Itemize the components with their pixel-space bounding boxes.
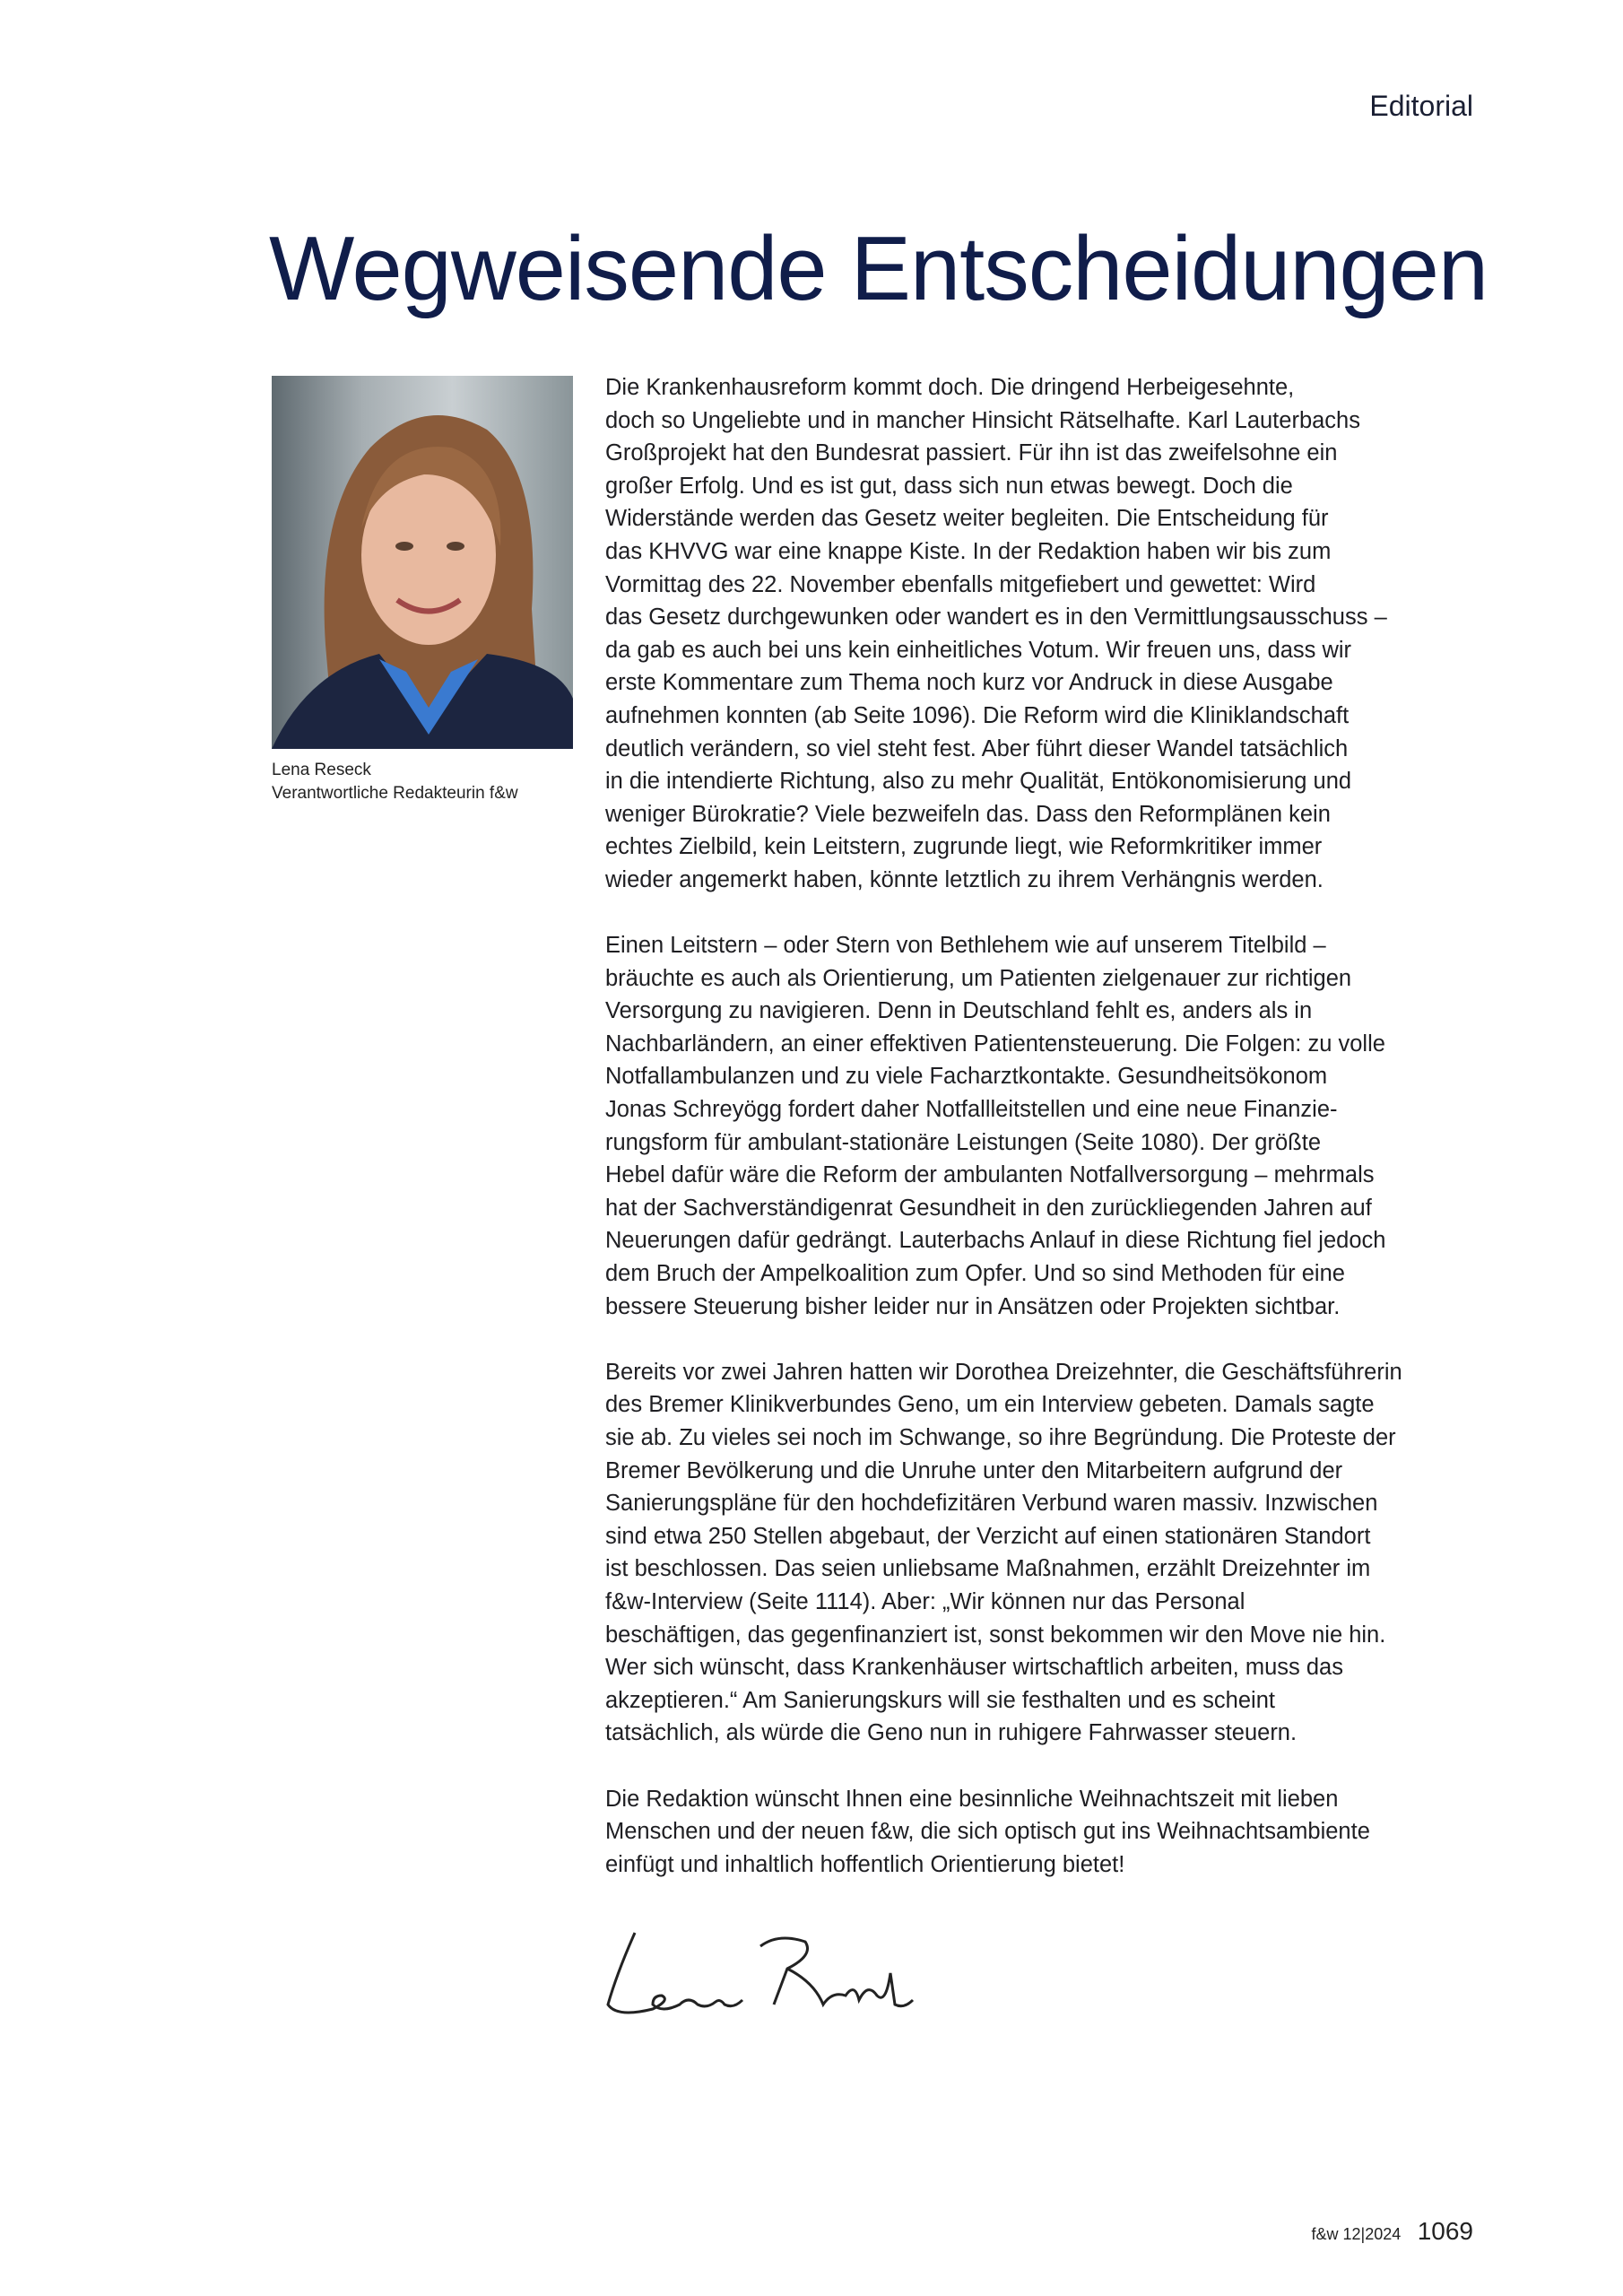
- photo-caption: [272, 759, 518, 805]
- text-line: großer Erfolg. Und es ist gut, dass sich nun etwas bewegt. Doch die: [605, 473, 1293, 499]
- text-line: wieder angemerkt haben, könnte letztlich zu ihrem Verhängnis werden.: [605, 866, 1324, 892]
- text-line: aufnehmen konnten (ab Seite 1096). Die Reform wird die Kliniklandschaft: [605, 702, 1350, 728]
- text-line: deutlich verändern, so viel steht fest. Aber führt dieser Wandel tatsächlich: [605, 735, 1349, 761]
- text-line: ist beschlossen. Das seien unliebsame Maßnahmen, erzählt Dreizehnter im: [605, 1556, 1371, 1582]
- text-line: einfügt und inhaltlich hoffentlich Orientierung bietet!: [605, 1851, 1125, 1877]
- text-line: echtes Zielbild, kein Leitstern, zugrunde liegt, wie Reformkritiker immer: [605, 834, 1323, 860]
- signature: [599, 1919, 922, 2027]
- text-line: Vormittag des 22. November ebenfalls mitgefiebert und gewettet: Wird: [605, 571, 1316, 597]
- text-line: Die Krankenhausreform kommt doch. Die dringend Herbeigesehnte,: [605, 375, 1295, 400]
- author-photo: [272, 376, 573, 749]
- text-line: Versorgung zu navigieren. Denn in Deutschland fehlt es, anders als in: [605, 998, 1313, 1024]
- text-line: sind etwa 250 Stellen abgebaut, der Verzicht auf einen stationären Standort: [605, 1523, 1371, 1549]
- article-paragraph: [605, 1356, 1484, 1750]
- text-line: bessere Steuerung bisher leider nur in Ansätzen oder Projekten sichtbar.: [605, 1293, 1341, 1319]
- text-line: bräuchte es auch als Orientierung, um Patienten zielgenauer zur richtigen: [605, 965, 1352, 991]
- text-line: erste Kommentare zum Thema noch kurz vor Andruck in diese Ausgabe: [605, 670, 1333, 696]
- article-paragraph: [605, 1783, 1484, 1882]
- text-line: Bremer Bevölkerung und die Unruhe unter den Mitarbeitern aufgrund der: [605, 1457, 1343, 1483]
- text-line: beschäftigen, das gegenfinanziert ist, sonst bekommen wir den Move nie hin.: [605, 1622, 1386, 1648]
- text-line: Neuerungen dafür gedrängt. Lauterbachs Anlauf in diese Richtung fiel jedoch: [605, 1228, 1386, 1254]
- text-line: Jonas Schreyögg fordert daher Notfallleitstellen und eine neue Finanzie-: [605, 1097, 1338, 1123]
- text-line: akzeptieren.“ Am Sanierungskurs will sie festhalten und es scheint: [605, 1687, 1275, 1713]
- text-line: da gab es auch bei uns kein einheitliches Votum. Wir freuen uns, dass wir: [605, 637, 1352, 663]
- text-line: sie ab. Zu vieles sei noch im Schwange, so ihre Begründung. Die Proteste der: [605, 1425, 1396, 1450]
- author-name: Lena Reseck: [272, 761, 371, 779]
- text-line: weniger Bürokratie? Viele bezweifeln das. Dass den Reformplänen kein: [605, 801, 1331, 827]
- text-line: Hebel dafür wäre die Reform der ambulanten Notfallversorgung – mehrmals: [605, 1162, 1375, 1188]
- page-title: Wegweisende Entscheidungen: [269, 219, 1488, 319]
- text-line: Nachbarländern, an einer effektiven Patientensteuerung. Die Folgen: zu volle: [605, 1031, 1385, 1057]
- text-line: des Bremer Klinikverbundes Geno, um ein Interview gebeten. Damals sagte: [605, 1392, 1375, 1418]
- text-line: Wer sich wünscht, dass Krankenhäuser wirtschaftlich arbeiten, muss das: [605, 1655, 1343, 1681]
- text-line: Bereits vor zwei Jahren hatten wir Dorothea Dreizehnter, die Geschäftsführerin: [605, 1359, 1402, 1385]
- text-line: hat der Sachverständigenrat Gesundheit in den zurückliegenden Jahren auf: [605, 1195, 1372, 1221]
- page-footer: [1312, 2217, 1474, 2246]
- text-line: das Gesetz durchgewunken oder wandert es in den Vermittlungsausschuss –: [605, 604, 1387, 631]
- text-line: Widerstände werden das Gesetz weiter begleiten. Die Entscheidung für: [605, 506, 1329, 532]
- text-line: dem Bruch der Ampelkoalition zum Opfer. Und so sind Methoden für eine: [605, 1261, 1345, 1287]
- author-role: Verantwortliche Redakteurin f&w: [272, 784, 518, 803]
- text-line: tatsächlich, als würde die Geno nun in ruhigere Fahrwasser steuern.: [605, 1720, 1298, 1746]
- text-line: doch so Ungeliebte und in mancher Hinsicht Rätselhafte. Karl Lauterbachs: [605, 407, 1360, 433]
- text-line: in die intendierte Richtung, also zu mehr Qualität, Entökonomisierung und: [605, 769, 1352, 795]
- section-label: Editorial: [1369, 90, 1473, 122]
- text-line: rungsform für ambulant-stationäre Leistungen (Seite 1080). Der größte: [605, 1129, 1321, 1155]
- article-paragraph: [605, 371, 1484, 897]
- text-line: Die Redaktion wünscht Ihnen eine besinnliche Weihnachtszeit mit lieben: [605, 1786, 1339, 1812]
- text-line: das KHVVG war eine knappe Kiste. In der Redaktion haben wir bis zum: [605, 538, 1332, 564]
- article-body: [605, 371, 1484, 1914]
- text-line: Einen Leitstern – oder Stern von Bethlehem wie auf unserem Titelbild –: [605, 933, 1326, 959]
- text-line: Menschen und der neuen f&w, die sich optisch gut ins Weihnachtsambiente: [605, 1819, 1370, 1845]
- issue-label: f&w 12|2024: [1311, 2225, 1402, 2243]
- page-number: 1069: [1417, 2217, 1473, 2245]
- article-paragraph: [605, 929, 1484, 1323]
- text-line: f&w-Interview (Seite 1114). Aber: „Wir können nur das Personal: [605, 1588, 1245, 1614]
- text-line: Notfallambulanzen und zu viele Facharztkontakte. Gesundheitsökonom: [605, 1064, 1328, 1090]
- text-line: Sanierungspläne für den hochdefizitären Verbund waren massiv. Inzwischen: [605, 1491, 1378, 1517]
- text-line: Großprojekt hat den Bundesrat passiert. Für ihn ist das zweifelsohne ein: [605, 440, 1338, 466]
